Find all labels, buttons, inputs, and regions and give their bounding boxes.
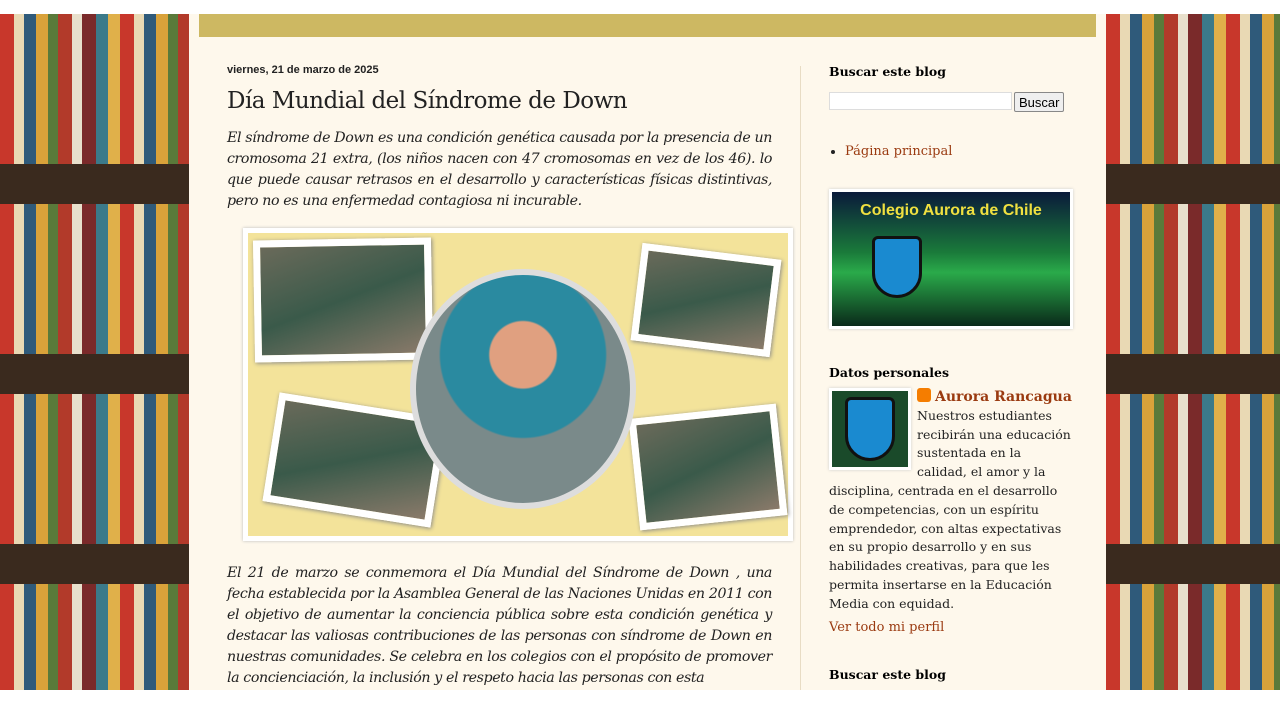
pages-list [845, 144, 1074, 159]
photo-children-sitting [631, 243, 782, 357]
bookshelf-background-right [1106, 14, 1280, 690]
profile-name-link[interactable]: Aurora Rancagua [935, 389, 1072, 405]
post-title[interactable]: Día Mundial del Síndrome de Down [227, 88, 628, 114]
search-widget-title: Buscar este blog [829, 64, 946, 79]
post-collage-image[interactable] [243, 228, 793, 541]
profile-description: Nuestros estudiantes recibirán una educación sustentada en la calidad, el amor y la disciplina, centrada en el desarrollo de competencias, con un espíritu emprendedor, con altas expectativas en su propio desarrollo y en sus habilidades creativas, para que les permita insertarse en la Educación Media con equidad. [829, 407, 1071, 611]
bookshelf-background-left [0, 14, 189, 690]
pages-item [845, 144, 1074, 159]
link-pagina-principal[interactable]: Página principal [845, 144, 953, 159]
banner-logo-text: Colegio Aurora de Chile [860, 202, 1042, 219]
blog-page [189, 14, 1106, 690]
post-intro: El síndrome de Down es una condición genética causada por la presencia de un cromosoma 21 extra, (los niños nacen con 47 cromosomas en vez de los 46). lo que puede causar retrasos en el desarrollo y características físicas distintivas, pero no es una enfermedad contagiosa ni incurable. [227, 130, 772, 209]
post-body: El 21 de marzo se conmemora el Día Mundial del Síndrome de Down , una fecha establecida por la Asamblea General de las Naciones Unidas en 2011 con el objetivo de aumentar la conciencia pública sobre esta condición genética y destacar las valiosas contribuciones de las personas con síndrome de Down en nuestras comunidades. Se celebra en los colegios con el propósito de promover la concienciación, la inclusión y el respeto hacia las personas con esta [227, 565, 772, 686]
school-banner-image[interactable] [829, 189, 1073, 329]
blogger-icon [917, 388, 931, 402]
view-profile-link[interactable]: Ver todo mi perfil [829, 619, 945, 635]
photo-child-portrait [410, 269, 636, 509]
photo-teachers [629, 404, 788, 531]
column-divider [800, 66, 801, 690]
search-form [829, 92, 1074, 112]
school-shield-logo [872, 236, 922, 298]
search-button[interactable]: Buscar [1014, 92, 1064, 112]
photo-children-classroom [253, 237, 433, 362]
post-date: viernes, 21 de marzo de 2025 [227, 64, 379, 76]
search-widget-title-2: Buscar este blog [829, 667, 946, 683]
profile-avatar[interactable] [829, 388, 911, 470]
sidebar [829, 64, 1074, 682]
header-bar [199, 14, 1096, 37]
post [227, 64, 772, 689]
avatar-shield-icon [845, 397, 895, 461]
profile-widget-title: Datos personales [829, 365, 950, 380]
profile-widget [829, 388, 1074, 637]
search-input[interactable] [829, 92, 1012, 110]
